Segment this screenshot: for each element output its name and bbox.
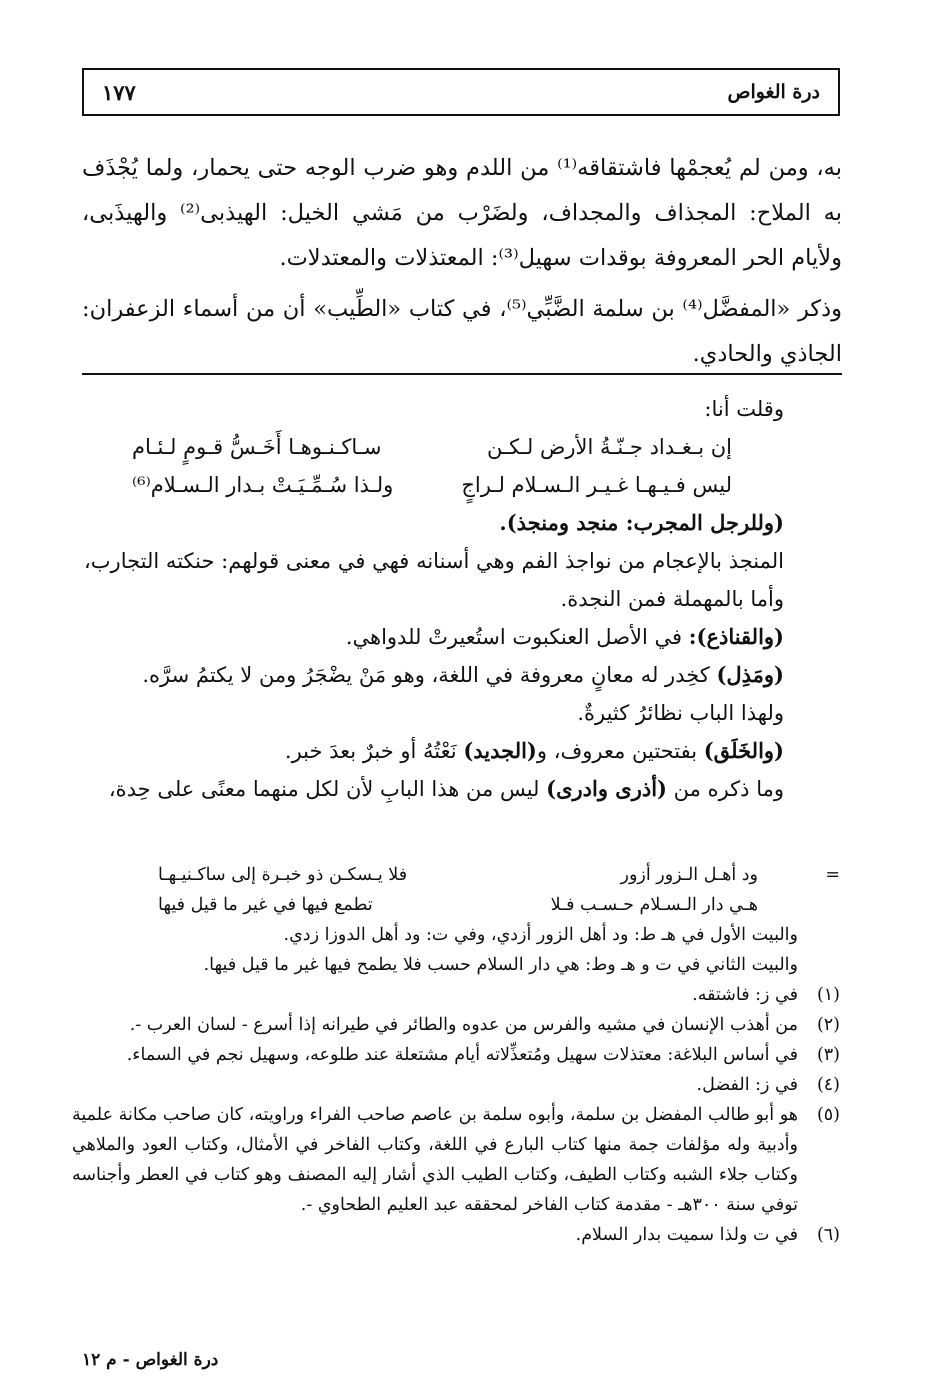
paragraph-1: به، ومن لم يُعجمْها فاشتقاقه⁽¹⁾ من اللدم وهو ضرب الوجه حتى يحمار، ولما يُجْذَف به الملاح: المجذاف والمجداف، ولضَرْب من مَشي الخيل: الهيذبى⁽²⁾ والهيذَبى، ولأيام الحر المعروفة بوقدات سهيل⁽³⁾: المعتذلات والمعتدلات. xyxy=(82,155,842,271)
footnote-variant-b: والبيت الثاني في ت و هـ وط: هي دار السلام حسب فلا يطمح فيها غير ما قيل فيها. xyxy=(203,955,798,975)
verse-line-1 xyxy=(132,428,784,466)
verse-line-2 xyxy=(132,466,784,504)
page-number: ١٧٧ xyxy=(102,79,136,105)
footnote-number: (١) xyxy=(816,985,840,1005)
header-title: درة الغواص xyxy=(727,81,820,103)
footnote-number: (٥) xyxy=(816,1105,840,1125)
entry-nazair: ولهذا الباب نظائرُ كثيرةٌ. xyxy=(577,701,784,725)
footnote-item xyxy=(72,1100,840,1220)
verse-1-first-hemistich: إن بـغـداد جـنّـةُ الأرض لـكـن xyxy=(487,435,732,459)
entry-jadid-text: نَعْتُهُ أو خبرٌ بعدَ خبر. xyxy=(284,739,464,763)
footnote-text: في ت ولذا سميت بدار السلام. xyxy=(575,1225,798,1245)
entry-qanadhi-text: في الأصل العنكبوت استُعيرتْ للدواهي. xyxy=(345,625,689,649)
verse-2-first-hemistich: ليس فـيـهـا غـيـر الـسـلام لـراجٍ xyxy=(461,473,732,497)
footnote-variant-a: والبيت الأول في هـ ط: ود أهل الزور أزدي، وفي ت: ود أهل الدوزا زدي. xyxy=(283,925,798,945)
main-text xyxy=(82,146,842,377)
entry-khalaq xyxy=(84,732,784,770)
paragraph-2: وذكر «المفضَّل⁽⁴⁾ بن سلمة الضَّبِّي⁽⁵⁾، في كتاب «الطِّيب» أن من أسماء الزعفران: الجاذي والحادي. xyxy=(82,296,842,367)
footnote-number: (٤) xyxy=(816,1075,840,1095)
entry-adhra-end: ليس من هذا البابِ لأن لكل منهما معنًى على حِدة، xyxy=(108,777,547,801)
entry-munjidh: المنجذ بالإعجام من نواجذ الفم وهي أسنانه فهي في معنى قولهم: حنكته التجارب، وأما بالمهملة فمن النجدة. xyxy=(84,549,784,611)
entry-adhra xyxy=(84,770,784,808)
page-footer: درة الغواص - م ١٢ xyxy=(82,1350,219,1370)
footnote-item xyxy=(72,1010,840,1040)
footnote-verse-1-b: فلا يـسكـن ذو خبـرة إلى ساكـنيـهـا xyxy=(158,865,408,885)
footnote-text: في ز: الفضل. xyxy=(696,1075,798,1095)
footnote-number: (٣) xyxy=(816,1045,840,1065)
term-adhra: (أذرى وادرى) xyxy=(546,776,667,801)
term-khalaq: (والخَلَق) xyxy=(703,738,784,763)
entry-heading-munjid: (وللرجل المجرب: منجد ومنجذ). xyxy=(499,510,784,535)
entry-khalaq-text: بفتحتين معروف، و xyxy=(536,739,704,763)
entry-adhra-start: وما ذكره من xyxy=(667,777,784,801)
footnote-verse-2 xyxy=(158,890,798,920)
footnote-verse-1 xyxy=(158,860,798,890)
footnote-item xyxy=(72,980,840,1010)
verse-2-second-hemistich: ولـذا سُـمِّـيَـتْ بـدار الـسـلام⁽⁶⁾ xyxy=(132,473,394,497)
entry-madhil-text: كخِدر له معانٍ معروفة في اللغة، وهو مَنْ يضْجَرُ ومن لا يكتمُ سرَّه. xyxy=(142,663,717,687)
footnote-continuation xyxy=(72,860,840,980)
entry-qanadhi xyxy=(84,618,784,656)
footnote-number: (٢) xyxy=(816,1015,840,1035)
footnote-number: (٦) xyxy=(816,1225,840,1245)
footnote-verse-1-a: ود أهـل الـزور أزور xyxy=(620,865,758,885)
footnote-text: في أساس البلاغة: معتذلات سهيل ومُتعذِّلاته أيام مشتعلة عند طلوعه، وسهيل نجم في السماء. xyxy=(126,1045,798,1065)
term-qanadhi: (والقناذع): xyxy=(688,624,784,649)
footnote-text: في ز: فاشتقه. xyxy=(692,985,798,1005)
verse-1-second-hemistich: سـاكـنـوهـا أَخَـسُّ قـومٍ لـئـام xyxy=(132,435,382,459)
commentary-text xyxy=(84,390,784,808)
footnote-text: هو أبو طالب المفضل بن سلمة، وأبوه سلمة بن عاصم صاحب الفراء وراويته، كان صاحب مكانة علمية وأدبية وله مؤلفات جمة منها كتاب البارع في اللغة، وكتاب الفاخر في الأمثال، وكتاب العود والملاهي وكتاب جلاء الشبه وكتاب الطيف، وكتاب الطيب الذي أشار إليه المصنف وهو كتاب في العطر وأجناسه توفي سنة ٣٠٠هـ - مقدمة كتاب الفاخر لمحققه عبد العليم الطحاوي -. xyxy=(72,1105,798,1215)
footnote-item xyxy=(72,1220,840,1250)
footnote-item xyxy=(72,1040,840,1070)
entry-madhil xyxy=(84,656,784,694)
footnote-item xyxy=(72,1070,840,1100)
footnote-text: من أهذب الإنسان في مشيه والفرس من عدوه والطائر في طيرانه إذا أسرع - لسان العرب -. xyxy=(129,1015,798,1035)
commentary-intro: وقلت أنا: xyxy=(704,397,784,421)
section-divider xyxy=(82,373,842,375)
footnote-verse-2-a: هـي دار الـسـلام حـسـب فـلا xyxy=(550,895,758,915)
continuation-mark: = xyxy=(825,865,840,885)
term-jadid: (الجديد) xyxy=(463,738,537,763)
footnote-verse-2-b: تطمع فيها في غير ما قيل فيها xyxy=(158,895,373,915)
term-madhil: (ومَذِل) xyxy=(716,662,784,687)
footnotes xyxy=(72,860,840,1250)
running-header xyxy=(82,68,840,116)
